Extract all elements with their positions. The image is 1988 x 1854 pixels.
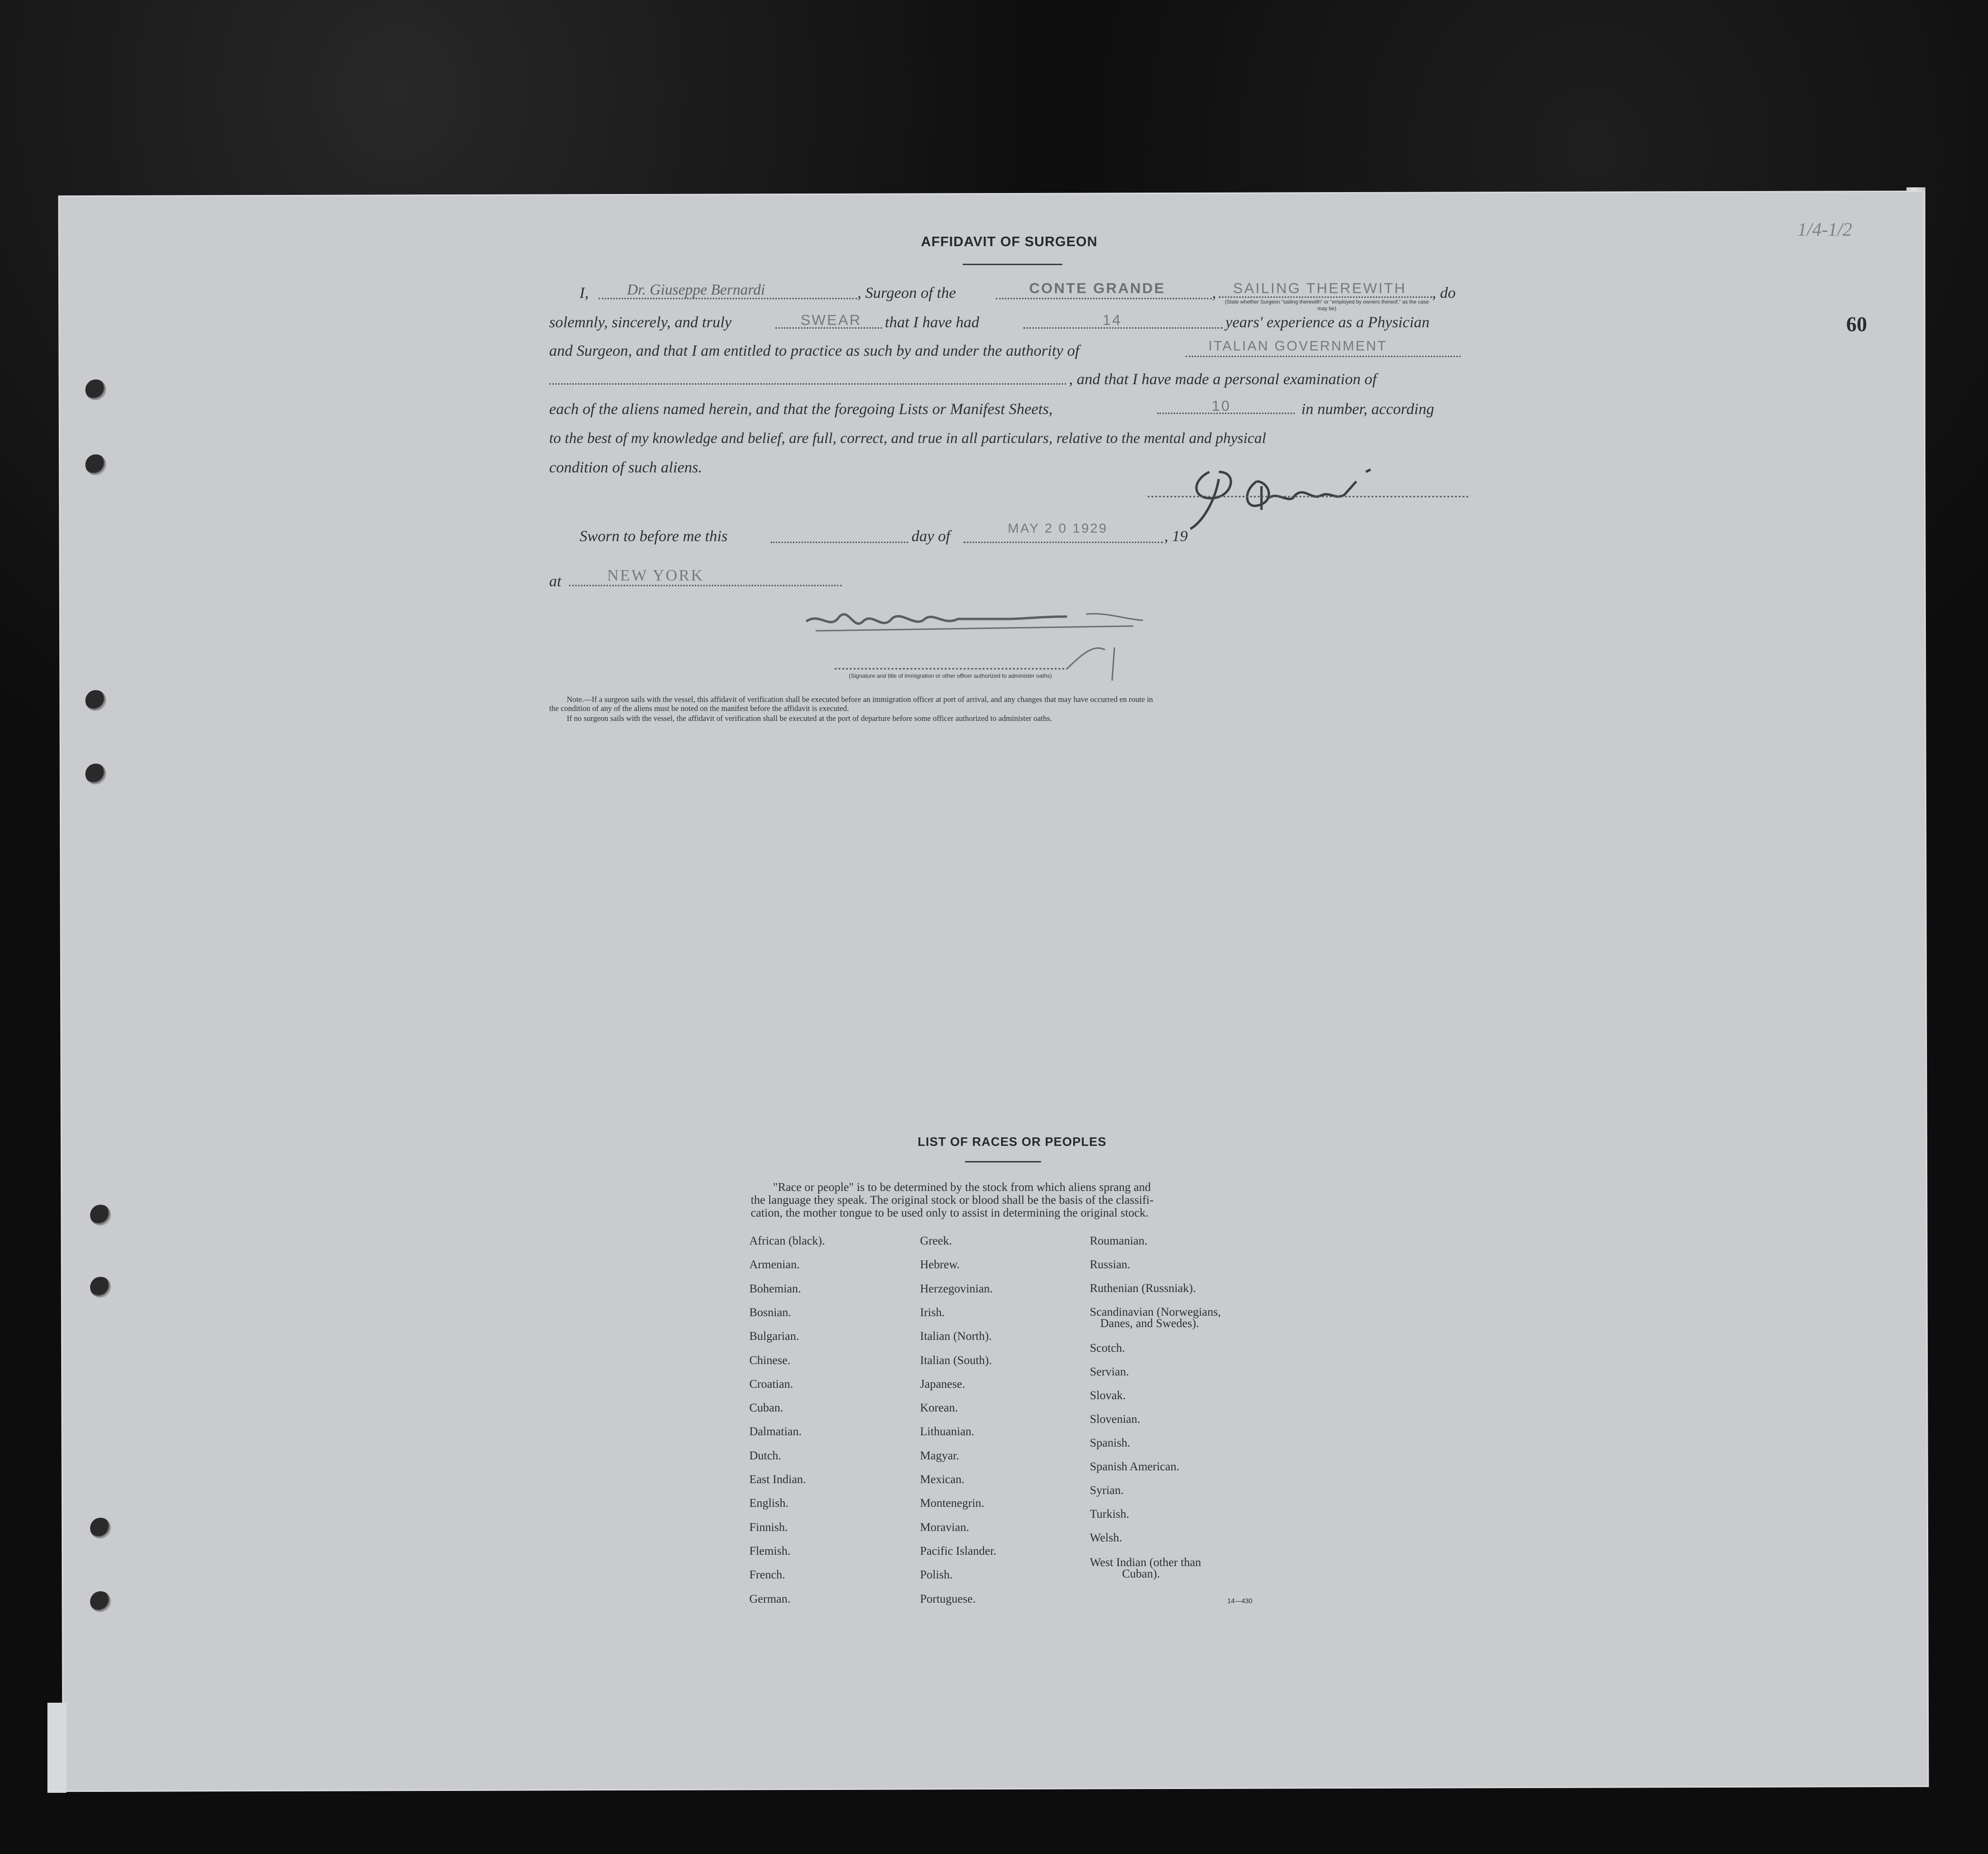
race-entry: Turkish.: [1090, 1508, 1130, 1521]
races-intro-line3: cation, the mother tongue to be used only to assist in determining the original stock.: [751, 1207, 1149, 1219]
race-entry: Lithuanian.: [920, 1425, 975, 1438]
years-count-field: 14: [1103, 312, 1122, 328]
race-entry: Pacific Islander.: [920, 1545, 997, 1558]
race-entry: Irish.: [920, 1306, 945, 1319]
race-entry: West Indian (other than: [1090, 1556, 1201, 1569]
affidavit-note-line1: Note.—If a surgeon sails with the vessel, this affidavit of verification shall be executed before an immigration officer at port of arrival, and any changes that may have occurred en route in: [567, 695, 1153, 704]
races-title: LIST OF RACES OR PEOPLES: [918, 1135, 1107, 1149]
i-label: I,: [580, 285, 589, 302]
race-entry: Armenian.: [749, 1258, 800, 1271]
races-intro-line2: the language they speak. The original stock or blood shall be the basis of the classifi-: [751, 1194, 1154, 1207]
binder-hole: [85, 764, 106, 784]
condition-label: condition of such aliens.: [549, 459, 702, 476]
race-entry: Welsh.: [1090, 1531, 1123, 1544]
affidavit-note-line2: the condition of any of the aliens must be noted on the manifest before the affidavit is executed.: [549, 704, 849, 713]
form-number: 14—430: [1227, 1597, 1252, 1605]
race-entry: Spanish.: [1090, 1437, 1131, 1449]
binder-hole: [85, 379, 106, 400]
corner-pencil-mark: 1/4-1/2: [1797, 219, 1852, 240]
in-number-label: in number, according: [1301, 401, 1435, 418]
ship-name-field: CONTE GRANDE: [1029, 280, 1166, 296]
knowledge-label: to the best of my knowledge and belief, are full, correct, and true in all particulars, relative to the mental and physical: [549, 429, 1266, 446]
aliens-label: each of the aliens named herein, and that the foregoing Lists or Manifest Sheets,: [549, 401, 1053, 418]
race-entry: Italian (South).: [920, 1354, 992, 1367]
sworn-date-blank: [964, 542, 1163, 543]
race-entry: Bosnian.: [749, 1306, 792, 1319]
examination-label: , and that I have made a personal examination of: [1069, 371, 1377, 388]
race-entry: Dutch.: [749, 1449, 782, 1462]
race-entry: Flemish.: [749, 1545, 791, 1558]
race-entry: Finnish.: [749, 1521, 788, 1534]
race-entry: Moravian.: [920, 1521, 969, 1534]
sworn-date-stamp: MAY 2 0 1929: [1008, 521, 1108, 535]
race-entry: African (black).: [749, 1235, 825, 1247]
binder-hole: [90, 1277, 111, 1298]
sworn-place-blank: [569, 585, 842, 586]
binder-hole: [90, 1591, 111, 1612]
race-entry: English.: [749, 1497, 789, 1510]
sailing-status-hint: (State whether Surgeon "sailing therewith" or "employed by owners thereof," as the case may be): [1224, 299, 1429, 312]
race-entry: German.: [749, 1593, 791, 1605]
day-of-label: day of: [911, 528, 950, 545]
race-entry: Servian.: [1090, 1365, 1129, 1378]
race-entry: Danes, and Swedes).: [1100, 1317, 1199, 1330]
race-entry: Scandinavian (Norwegians,: [1090, 1306, 1221, 1319]
race-entry: Dalmatian.: [749, 1425, 802, 1438]
race-entry: Korean.: [920, 1402, 958, 1414]
race-entry: Scotch.: [1090, 1342, 1125, 1355]
race-entry: Japanese.: [920, 1378, 966, 1391]
race-entry: Slovak.: [1090, 1389, 1126, 1402]
ship-name-blank: [996, 298, 1212, 299]
races-intro-line1: "Race or people" is to be determined by the stock from which aliens sprang and: [773, 1181, 1151, 1194]
surgeon-of-label: , Surgeon of the: [857, 285, 956, 302]
race-entry: Bohemian.: [749, 1282, 801, 1295]
race-entry: Chinese.: [749, 1354, 791, 1367]
years-experience-label: years' experience as a Physician: [1225, 314, 1430, 331]
race-entry: Slovenian.: [1090, 1413, 1141, 1426]
race-entry: Magyar.: [920, 1449, 959, 1462]
sworn-day-blank: [771, 542, 908, 543]
oath-word-field: SWEAR: [801, 312, 862, 328]
races-title-underline: [965, 1161, 1041, 1162]
race-entry: Cuban.: [749, 1402, 783, 1414]
race-entry: Mexican.: [920, 1473, 965, 1486]
race-entry: Bulgarian.: [749, 1330, 799, 1343]
race-entry: Montenegrin.: [920, 1497, 985, 1510]
sheet-count-field: 10: [1212, 397, 1231, 414]
binder-hole: [90, 1205, 111, 1226]
officer-caption: (Signature and title of immigration or other officer authorized to administer oaths): [849, 673, 1052, 679]
race-entry: Cuban).: [1122, 1568, 1160, 1580]
race-entry: Spanish American.: [1090, 1460, 1179, 1473]
comma-label: ,: [1212, 285, 1216, 302]
authority-field: ITALIAN GOVERNMENT: [1208, 339, 1388, 354]
race-entry: Russian.: [1090, 1258, 1131, 1271]
race-entry: Italian (North).: [920, 1330, 992, 1343]
race-entry: Croatian.: [749, 1378, 793, 1391]
race-entry: French.: [749, 1568, 785, 1581]
race-entry: Polish.: [920, 1568, 953, 1581]
sworn-place-stamp: NEW YORK: [607, 567, 704, 584]
binder-hole: [85, 690, 106, 711]
race-entry: Portuguese.: [920, 1593, 976, 1605]
race-entry: East Indian.: [749, 1473, 806, 1486]
binder-hole: [90, 1518, 111, 1539]
authority-blank: [1186, 356, 1461, 357]
surgeon-name-field: Dr. Giuseppe Bernardi: [627, 281, 765, 298]
year-prefix-label: , 19: [1164, 528, 1188, 545]
page-corner-fold: [47, 1703, 66, 1793]
race-entry: Syrian.: [1090, 1484, 1124, 1497]
title-underline: [963, 264, 1062, 265]
surgeon-signature: [1148, 453, 1470, 538]
affidavit-note-line3: If no surgeon sails with the vessel, the affidavit of verification shall be executed at the port of departure before some officer authorized to administer oaths.: [567, 714, 1052, 723]
do-label: , do: [1432, 285, 1456, 302]
at-label: at: [549, 573, 561, 590]
sworn-label: Sworn to before me this: [580, 528, 728, 545]
authority-label: and Surgeon, and that I am entitled to practice as such by and under the authority of: [549, 342, 1079, 360]
page-number: 60: [1846, 313, 1867, 336]
sailing-status-field: SAILING THEREWITH: [1233, 280, 1407, 296]
solemnly-label: solemnly, sincerely, and truly: [549, 314, 732, 331]
race-entry: Herzegovinian.: [920, 1282, 993, 1295]
binder-hole: [85, 454, 106, 475]
race-entry: Ruthenian (Russniak).: [1090, 1282, 1196, 1295]
i-have-had-label: that I have had: [885, 314, 979, 331]
race-entry: Hebrew.: [920, 1258, 960, 1271]
authority-continuation-blank: [549, 383, 1066, 385]
race-entry: Roumanian.: [1090, 1235, 1148, 1247]
race-entry: Greek.: [920, 1235, 952, 1247]
years-blank: [1023, 327, 1223, 329]
affidavit-title: AFFIDAVIT OF SURGEON: [921, 234, 1098, 249]
